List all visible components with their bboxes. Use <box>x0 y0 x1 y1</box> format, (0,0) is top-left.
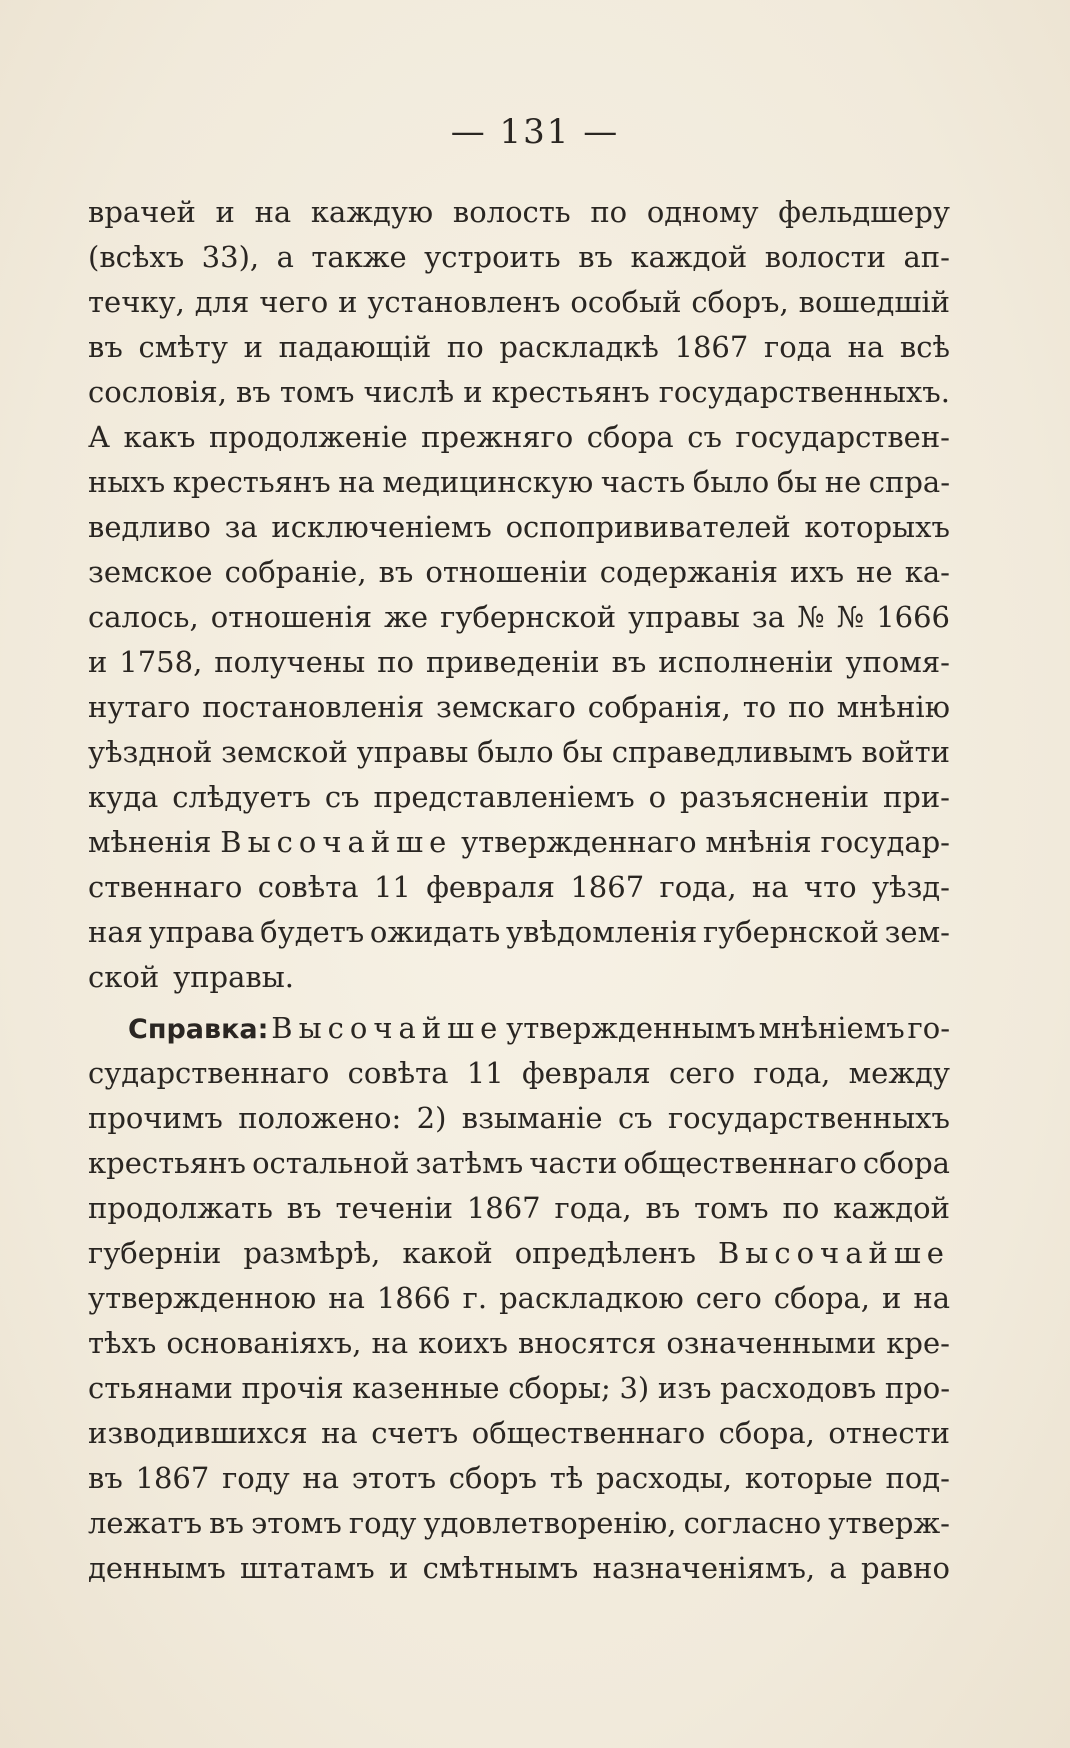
word: что <box>803 870 857 904</box>
body-text <box>88 190 950 1591</box>
word: исполненіи <box>658 645 834 679</box>
word: крестьянъ <box>491 375 650 409</box>
word: сего <box>668 1056 736 1090</box>
word: волости <box>764 240 886 274</box>
text-line <box>88 1546 950 1591</box>
word: не <box>824 465 862 499</box>
word: № <box>836 600 865 634</box>
word: получены <box>214 645 366 679</box>
word: съ <box>687 420 722 454</box>
word: въ <box>88 330 123 364</box>
text-line <box>88 1276 950 1321</box>
word: части <box>529 1146 618 1180</box>
word: между <box>848 1056 950 1090</box>
word: въ <box>209 1506 244 1540</box>
word: про- <box>884 1371 950 1405</box>
word: деннымъ <box>88 1551 226 1585</box>
word: мнѣнія <box>705 825 812 859</box>
word: мнѣнію <box>836 690 950 724</box>
word: согласно <box>683 1506 822 1540</box>
word: штатамъ <box>240 1551 375 1585</box>
word: фельдшеру <box>778 195 950 229</box>
word: для <box>194 285 250 319</box>
word: раскладкѣ <box>499 330 659 364</box>
word: съ <box>324 780 360 814</box>
word: и <box>882 1281 902 1315</box>
word: утверж- <box>828 1506 950 1540</box>
text-line <box>88 1501 950 1546</box>
word: Высочайше <box>271 1011 504 1045</box>
word: всѣ <box>899 330 950 364</box>
word: по <box>590 195 628 229</box>
word: государственныхъ. <box>658 375 950 409</box>
word: совѣта <box>347 1056 449 1090</box>
word: 1867 <box>674 330 749 364</box>
word: 11 <box>373 870 411 904</box>
text-line <box>88 730 950 775</box>
word: войти <box>861 735 950 769</box>
word: ап- <box>903 240 950 274</box>
word: смѣту <box>138 330 228 364</box>
word: которые <box>744 1461 873 1495</box>
word: затѣмъ <box>415 1146 524 1180</box>
word: земскаго <box>436 690 576 724</box>
word: сбора, <box>718 1416 815 1450</box>
word: увѣдомленія <box>506 915 698 949</box>
word: на <box>328 1281 365 1315</box>
word: сбора <box>862 1146 950 1180</box>
word: изводившихся <box>88 1416 308 1450</box>
word: 1666 <box>876 600 950 634</box>
word: 1866 <box>376 1281 451 1315</box>
word: о <box>648 780 667 814</box>
word: 2) <box>416 1101 447 1135</box>
text-line <box>88 1006 950 1051</box>
word: каждую <box>310 195 434 229</box>
word: государственныхъ <box>667 1101 950 1135</box>
word: въ <box>378 555 414 589</box>
word: будетъ <box>260 915 365 949</box>
text-line <box>88 1321 950 1366</box>
word: 1867 <box>466 1191 541 1225</box>
word: Высочайше <box>717 1236 950 1270</box>
text-line <box>88 325 950 370</box>
word: остальной <box>252 1146 410 1180</box>
word: волость <box>452 195 571 229</box>
word: прежняго <box>421 420 574 454</box>
text-line <box>88 775 950 820</box>
text-line <box>88 1186 950 1231</box>
word: Справка: <box>128 1014 269 1045</box>
word: бы <box>562 735 603 769</box>
word: стьянами <box>88 1371 233 1405</box>
word: казенные <box>352 1371 500 1405</box>
word: отнести <box>828 1416 950 1450</box>
word: уѣздной <box>88 735 213 769</box>
word: прочимъ <box>88 1101 223 1135</box>
word: 33), <box>201 240 260 274</box>
word: кре- <box>886 1326 950 1360</box>
word: оспопрививателей <box>505 510 791 544</box>
word: по <box>446 330 484 364</box>
word: на <box>371 1326 409 1360</box>
text-line <box>88 640 950 685</box>
word: губерніи <box>88 1236 222 1270</box>
word: особый <box>570 285 682 319</box>
word: на <box>338 465 375 499</box>
word: ка- <box>904 555 950 589</box>
word: спра- <box>868 465 950 499</box>
word: собранія, <box>587 690 731 724</box>
word: 3) <box>619 1371 650 1405</box>
word: этомъ <box>251 1506 342 1540</box>
word: томъ <box>694 1191 769 1225</box>
text-line <box>88 1366 950 1411</box>
word: утвержденнаго <box>461 825 697 859</box>
text-line <box>88 1096 950 1141</box>
word: падающій <box>278 330 432 364</box>
word: числѣ <box>363 375 455 409</box>
word: раскладкою <box>499 1281 684 1315</box>
word: при- <box>882 780 950 814</box>
text-line <box>88 865 950 910</box>
word: какъ <box>123 420 196 454</box>
word: представленіемъ <box>373 780 635 814</box>
word: установленъ <box>367 285 561 319</box>
text-line <box>88 1456 950 1501</box>
word: управы <box>628 600 740 634</box>
word: течку, <box>88 285 185 319</box>
word: 1758, <box>119 645 203 679</box>
word: года, <box>554 1191 632 1225</box>
word: которыхъ <box>804 510 950 544</box>
word: сборъ <box>448 1461 537 1495</box>
text-line <box>88 1411 950 1456</box>
word: съ <box>617 1101 653 1135</box>
word: года, <box>753 1056 831 1090</box>
word: утвержденнымъ <box>506 1011 756 1045</box>
word: сборъ, <box>691 285 789 319</box>
word: на <box>751 870 789 904</box>
word: въ <box>645 1191 681 1225</box>
word: по <box>377 645 415 679</box>
word: смѣтнымъ <box>422 1551 579 1585</box>
word: справедливымъ <box>611 735 853 769</box>
word: государ- <box>820 825 950 859</box>
word: удовлетворенію, <box>423 1506 677 1540</box>
word: счетъ <box>371 1416 459 1450</box>
word: земской <box>221 735 348 769</box>
word: сударственнаго <box>88 1056 330 1090</box>
word: нутаго <box>88 690 191 724</box>
word: сборы; <box>508 1371 611 1405</box>
word: какой <box>402 1236 493 1270</box>
word: мѣненія <box>88 825 212 859</box>
word: под- <box>885 1461 950 1495</box>
word: и <box>338 285 358 319</box>
word: не <box>856 555 893 589</box>
word: го- <box>907 1011 950 1045</box>
word: тѣхъ <box>88 1326 157 1360</box>
word: и <box>88 645 108 679</box>
word: ныхъ <box>88 465 166 499</box>
word: чего <box>259 285 329 319</box>
word: вносятся <box>518 1326 657 1360</box>
text-line <box>88 235 950 280</box>
text-line <box>88 370 950 415</box>
word: А <box>88 420 110 454</box>
word: управа <box>148 915 255 949</box>
word: продолжать <box>88 1191 273 1225</box>
word: а <box>276 240 294 274</box>
word: а <box>829 1551 847 1585</box>
word: разъясненіи <box>679 780 870 814</box>
word: каждой <box>833 1191 950 1225</box>
word: на <box>913 1281 950 1315</box>
word: года, <box>659 870 737 904</box>
word: салось, <box>88 600 199 634</box>
word: сословія, <box>88 375 227 409</box>
word: коихъ <box>418 1326 508 1360</box>
word: февраля <box>521 1056 651 1090</box>
word: и <box>243 330 263 364</box>
text-line <box>88 505 950 550</box>
text-line <box>88 910 950 955</box>
word: сбора <box>586 420 674 454</box>
word: въ <box>286 1191 322 1225</box>
word: этотъ <box>351 1461 437 1495</box>
word: февраля <box>426 870 555 904</box>
word: году <box>348 1506 417 1540</box>
word: было <box>692 465 770 499</box>
word: общественнаго <box>471 1416 706 1450</box>
word: ная <box>88 915 143 949</box>
word: въ <box>88 1461 123 1495</box>
word: въ <box>611 645 647 679</box>
word: же <box>384 600 429 634</box>
word: сбора, <box>773 1281 871 1315</box>
word: по <box>782 1191 820 1225</box>
word: лежатъ <box>88 1506 203 1540</box>
word: на <box>302 1461 340 1495</box>
word: врачей <box>88 195 196 229</box>
text-line <box>88 820 950 865</box>
word: равно <box>861 1551 950 1585</box>
word: взыманіе <box>461 1101 603 1135</box>
word: № <box>797 600 825 634</box>
page-number: — 131 — <box>450 112 620 152</box>
word: земское <box>88 555 213 589</box>
word: одному <box>646 195 759 229</box>
text-line <box>88 415 950 460</box>
word: исключеніемъ <box>271 510 492 544</box>
word: управы <box>356 735 469 769</box>
text-line <box>88 280 950 325</box>
word: 1867 <box>570 870 645 904</box>
word: положено: <box>238 1101 402 1135</box>
word: размѣрѣ, <box>243 1236 381 1270</box>
word: мнѣніемъ <box>758 1011 905 1045</box>
word: было <box>477 735 554 769</box>
word: устроить <box>424 240 561 274</box>
word: за <box>224 510 258 544</box>
word: сего <box>695 1281 762 1315</box>
word: каждой <box>630 240 748 274</box>
word: расходовъ <box>720 1371 877 1405</box>
word: означенными <box>666 1326 877 1360</box>
text-line <box>88 190 950 235</box>
word: уѣзд- <box>871 870 950 904</box>
text-line <box>88 1051 950 1096</box>
word: отношенія <box>210 600 373 634</box>
text-line <box>88 550 950 595</box>
word: году <box>222 1461 290 1495</box>
word: утвержденною <box>88 1281 317 1315</box>
word: (всѣхъ <box>88 240 185 274</box>
word: бы <box>776 465 818 499</box>
word: въ <box>578 240 613 274</box>
word: отношеніи <box>425 555 588 589</box>
word: государствен- <box>735 420 950 454</box>
word: за <box>751 600 785 634</box>
word: медицинскую <box>382 465 594 499</box>
word: ской <box>88 960 160 994</box>
text-line <box>88 955 950 1000</box>
word: тѣ <box>549 1461 584 1495</box>
word: Высочайше <box>220 825 453 859</box>
text-line <box>88 460 950 505</box>
word: расходы, <box>596 1461 733 1495</box>
text-line <box>88 1231 950 1276</box>
word: въ <box>236 375 271 409</box>
word: ожидать <box>369 915 501 949</box>
word: крестьянъ <box>88 1146 246 1180</box>
word: содержанія <box>599 555 778 589</box>
word: на <box>254 195 292 229</box>
word: губернской <box>702 915 879 949</box>
word: ихъ <box>789 555 845 589</box>
word: слѣдуетъ <box>172 780 311 814</box>
word: и <box>463 375 483 409</box>
word: ственнаго <box>88 870 243 904</box>
text-line <box>88 685 950 730</box>
word: прочія <box>241 1371 344 1405</box>
word: ведливо <box>88 510 211 544</box>
word: томъ <box>279 375 355 409</box>
word: совѣта <box>257 870 359 904</box>
word: часть <box>600 465 686 499</box>
word: упомя- <box>845 645 950 679</box>
word: 11 <box>466 1056 504 1090</box>
word: 1867 <box>135 1461 210 1495</box>
word: то <box>742 690 777 724</box>
word: приведеніи <box>425 645 600 679</box>
word: на <box>847 330 885 364</box>
word: и <box>215 195 235 229</box>
word: основаніяхъ, <box>166 1326 362 1360</box>
word: общественнаго <box>623 1146 857 1180</box>
text-line <box>88 595 950 640</box>
word: теченіи <box>335 1191 453 1225</box>
word: на <box>321 1416 358 1450</box>
word: куда <box>88 780 159 814</box>
word: опредѣленъ <box>514 1236 696 1270</box>
text-line <box>88 1141 950 1186</box>
word: по <box>788 690 825 724</box>
word: также <box>311 240 407 274</box>
word: вошедшій <box>798 285 950 319</box>
word: продолженіе <box>208 420 408 454</box>
word: изъ <box>657 1371 712 1405</box>
word: управы. <box>173 960 295 994</box>
word: г. <box>462 1281 488 1315</box>
word: собраніе, <box>224 555 367 589</box>
word: назначеніямъ, <box>592 1551 816 1585</box>
word: года <box>764 330 832 364</box>
word: губернской <box>440 600 617 634</box>
word: и <box>388 1551 409 1585</box>
word: зем- <box>884 915 950 949</box>
word: постановленія <box>202 690 425 724</box>
word: крестьянъ <box>172 465 331 499</box>
